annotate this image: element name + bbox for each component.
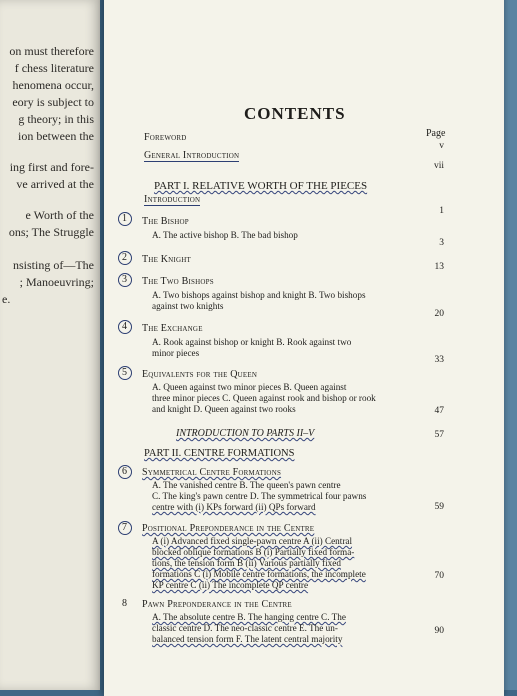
chapter-subsections: three minor pieces C. Queen against rook and bishop or rook [152,393,376,403]
chapter-page: 59 [434,502,444,512]
chapter-subsections: balanced tension form F. The latent central majority [152,634,343,644]
chapter-title: Positional Preponderance in the Centre [142,523,315,534]
chapter-title: The Two Bishops [142,276,214,287]
chapter-title: Symmetrical Centre Formations [142,467,282,478]
left-text-line: f chess literature [14,61,94,75]
chapter-title: Equivalents for the Queen [142,369,258,380]
chapter-title: The Knight [142,254,191,265]
general-introduction-page: vii [433,161,444,171]
chapter-subsections: A. Queen against two minor pieces B. Queen against [152,382,347,392]
chapter-subsections: against two knights [152,301,224,311]
left-text-line: ons; The Struggle [8,225,94,239]
chapter-subsections: minor pieces [152,348,200,358]
chapter-subsections: A. Two bishops against bishop and knight B. Two bishops [152,290,366,300]
foreword-entry: Foreword [144,132,187,143]
page-title: CONTENTS [244,104,346,123]
chapter-subsections: centre with (i) KPs forward (ii) QPs forward [152,502,316,512]
chapter-number: 6 [122,466,127,477]
chapter-page: 90 [434,626,444,636]
chapter-subsections: A (i) Advanced fixed single-pawn centre A (ii) Central [152,536,353,546]
chapter-page: 3 [439,238,444,248]
left-text-line: on must therefore [9,44,94,58]
chapter-subsections: A. The active bishop B. The bad bishop [152,230,298,240]
chapter-number: 5 [122,367,127,378]
left-text-line: ve arrived at the [16,177,94,191]
chapter-subsections: A. Rook against bishop or knight B. Rook against two [152,337,352,347]
chapter-subsections: classic centre D. The neo-classic centre E. The un- [152,623,338,633]
chapter-subsections: formations C (i) Mobile centre formations, the incomplete [152,569,366,579]
chapter-number: 4 [122,321,127,332]
left-text-line: g theory; in this [18,112,94,126]
general-introduction-entry: General Introduction [144,150,240,161]
chapter-subsections: blocked oblique formations B (i) Partially fixed forma- [152,547,355,557]
chapter-number: 1 [122,213,127,224]
part1-introduction-entry: Introduction [144,194,201,205]
parts-introduction-heading: INTRODUCTION TO PARTS II–V [176,428,315,439]
chapter-title: The Bishop [142,216,189,227]
chapter-page: 13 [434,262,444,272]
chapter-page: 33 [434,355,444,365]
left-text-line: ; Manoeuvring; [19,275,94,289]
foreword-page: v [439,141,444,151]
chapter-page: 47 [434,406,444,416]
chapter-subsections: C. The king's pawn centre D. The symmetrical four pawns [152,491,367,501]
parts-introduction-page: 57 [434,430,444,440]
chapter-subsections: and knight D. Queen against two rooks [152,404,296,414]
chapter-subsections: KP centre C (ii) The incomplete QP centre [152,580,309,590]
left-facing-page [0,0,100,690]
left-text-line: henomena occur, [12,78,94,92]
page-column-label: Page [426,128,446,139]
chapter-number: 8 [122,598,127,609]
chapter-number: 7 [122,522,127,533]
part1-introduction-page: 1 [439,206,444,216]
chapter-page: 20 [434,309,444,319]
chapter-subsections: tions, the tension form B (ii) Various partially fixed [152,558,341,568]
left-text-line: e Worth of the [25,208,94,222]
left-text-line: ion between the [18,129,94,143]
chapter-number: 2 [122,252,127,263]
chapter-title: Pawn Preponderance in the Centre [142,599,292,610]
chapter-number: 3 [122,274,127,285]
part1-heading: PART I. RELATIVE WORTH OF THE PIECES [154,180,368,192]
contents-page [104,0,504,696]
chapter-title: The Exchange [142,323,203,334]
left-text-line: e. [2,292,11,306]
left-text-line: eory is subject to [12,95,94,109]
part2-heading: PART II. CENTRE FORMATIONS [144,448,295,459]
chapter-subsections: A. The vanished centre B. The queen's pawn centre [152,480,341,490]
left-text-line: ing first and fore- [9,160,94,174]
chapter-subsections: A. The absolute centre B. The hanging centre C. The [152,612,346,622]
chapter-page: 70 [434,571,444,581]
left-text-line: nsisting of—The [13,258,94,272]
